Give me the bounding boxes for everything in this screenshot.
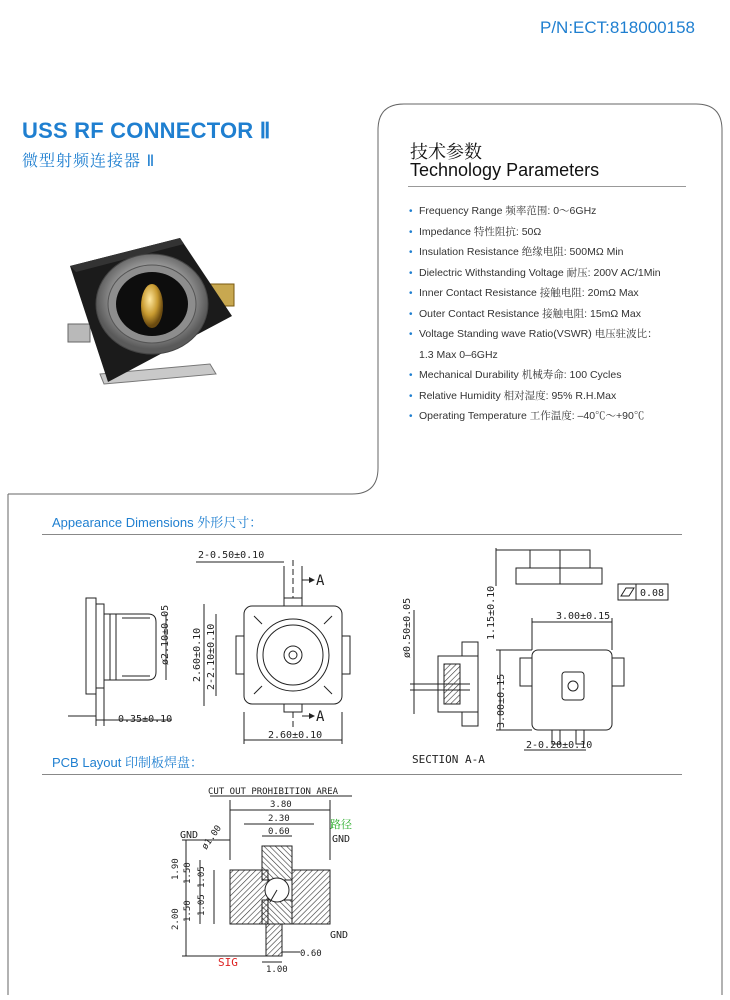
- pcb-gnd-bottom: GND: [330, 930, 349, 941]
- part-number: P/N:ECT:818000158: [540, 18, 695, 37]
- dim-h-115: 1.15±0.10: [486, 585, 497, 640]
- pcb-area-label: CUT OUT PROHIBITION AREA: [208, 787, 339, 797]
- side-view: [68, 598, 172, 726]
- pcb-heading: PCB Layout 印制板焊盘：: [52, 755, 203, 770]
- section-mark-top: A: [316, 573, 325, 589]
- param-item: • Insulation Resistance 绝缘电阻: 500MΩ Min: [409, 246, 624, 258]
- dim-pitch: 2-0.50±0.10: [198, 550, 265, 561]
- pcb-d060: 0.60: [268, 827, 290, 837]
- dim-flatness: 0.08: [640, 588, 665, 599]
- pcb-gnd-right: GND: [332, 834, 351, 845]
- section-label: SECTION A-A: [412, 753, 485, 766]
- param-item-continuation: 1.3 Max 0–6GHz: [419, 348, 498, 361]
- side-profile-view: [496, 548, 602, 586]
- dim-sq-210: 2-2.10±0.10: [206, 623, 217, 690]
- product-title: USS RF CONNECTOR Ⅱ: [22, 118, 271, 143]
- dim-tab: 2-0.20±0.10: [526, 740, 593, 751]
- params-title-cn: 技术参数: [410, 142, 482, 162]
- section-mark-bottom: A: [316, 709, 325, 725]
- pcb-d100: ø1.00: [200, 823, 224, 852]
- pcb-v150b: 1.50: [183, 900, 193, 922]
- pcb-note: 路径: [330, 818, 352, 831]
- pcb-v190: 1.90: [171, 858, 181, 880]
- pcb-d380: 3.80: [270, 800, 292, 810]
- pcb-sig: SIG: [218, 956, 238, 969]
- param-item: • Impedance 特性阻抗: 50Ω: [409, 225, 542, 238]
- params-title: Technology Parameters: [410, 160, 600, 180]
- param-item: • Frequency Range 频率范围: 0～6GHz: [409, 205, 597, 217]
- pcb-v105b: 1.05: [197, 894, 207, 916]
- param-item: • Outer Contact Resistance 接触电阻: 15mΩ Max: [409, 307, 642, 320]
- appearance-heading: Appearance Dimensions 外形尺寸：: [52, 515, 263, 530]
- section-view: [410, 610, 478, 726]
- product-title-cn: 微型射频连接器 Ⅱ: [22, 153, 156, 170]
- pcb-v105a: 1.05: [197, 866, 207, 888]
- param-item: • Operating Temperature 工作温度: –40℃～+90℃: [409, 410, 645, 422]
- dim-d-outer: ø2.10±0.05: [160, 604, 171, 665]
- param-item: • Inner Contact Resistance 接触电阻: 20mΩ Max: [409, 287, 639, 299]
- bottom-view: [496, 618, 624, 750]
- param-item: • Mechanical Durability 机械寿命: 100 Cycles: [409, 369, 622, 381]
- pcb-d230: 2.30: [268, 814, 290, 824]
- pcb-gnd-left: GND: [180, 830, 199, 841]
- dim-sq-260: 2.60±0.10: [192, 627, 203, 682]
- dim-035: 0.35±0.10: [118, 714, 173, 725]
- top-view: [196, 560, 350, 744]
- dim-w-260: 2.60±0.10: [268, 730, 323, 741]
- param-item: • Voltage Standing wave Ratio(VSWR) 电压驻波比：: [409, 328, 658, 340]
- dim-w-300: 3.00±0.15: [556, 611, 611, 622]
- param-item: • Relative Humidity 相对湿度: 95% R.H.Max: [409, 389, 617, 402]
- param-item: • Dielectric Withstanding Voltage 耐压: 200V AC/1Min: [409, 266, 661, 279]
- pcb-b100: 1.00: [266, 965, 288, 975]
- pcb-v200: 2.00: [171, 908, 181, 930]
- dim-pin-d: ø0.50±0.05: [402, 597, 413, 658]
- pcb-b060: 0.60: [300, 949, 322, 959]
- pcb-v150: 1.50: [183, 862, 193, 884]
- dim-h-300: 3.00±0.15: [496, 673, 507, 728]
- pcb-layout: [182, 796, 352, 962]
